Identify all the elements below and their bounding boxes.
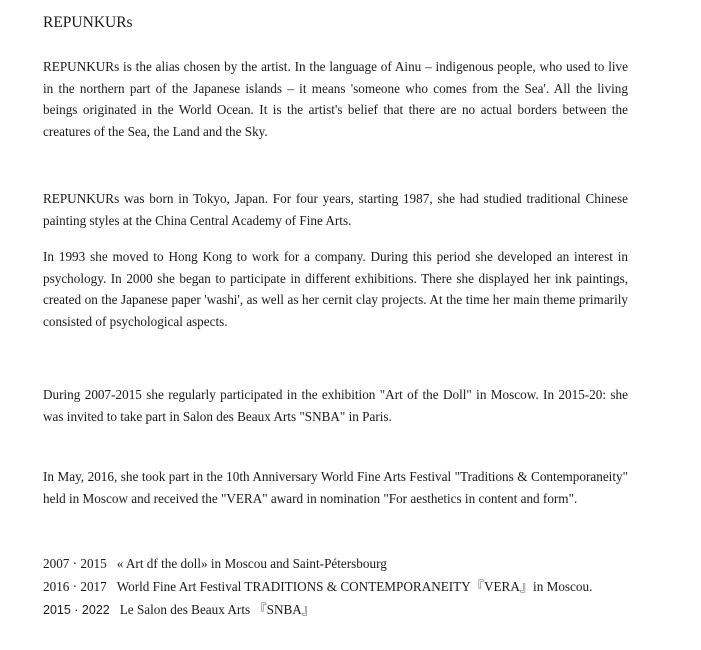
exhibition-text: World Fine Art Festival TRADITIONS & CONTEMPORANEITY『VERA』in Moscou. <box>116 579 593 594</box>
paragraph-hong-kong: In 1993 she moved to Hong Kong to work for a company. During this period she developed an interest in psychology. In 2000 she began to participate in different exhibitions. There she displayed her ink paintings, created on the Japanese paper 'washi', as well as her cernit clay projects. At the time her main theme primarily consisted of psychological aspects. <box>43 249 628 329</box>
exhibition-text: « Art df the doll» in Moscou and Saint-Pétersbourg <box>116 556 387 571</box>
paragraph-birth: REPUNKURs was born in Tokyo, Japan. For four years, starting 1987, she had studied traditional Chinese painting styles at the China Central Academy of Fine Arts. <box>43 191 628 228</box>
paragraph-festival-2016: In May, 2016, she took part in the 10th Anniversary World Fine Arts Festival "Traditions & Contemporaneity" held in Moscow and received the "VERA" award in nomination "For aesthetics in content and form". <box>43 469 628 506</box>
exhibition-row <box>43 598 643 622</box>
paragraph-moscow-doll: During 2007-2015 she regularly participated in the exhibition "Art of the Doll" in Moscow. In 2015-20: she was invited to take part in Salon des Beaux Arts "SNBA" in Paris. <box>43 387 628 424</box>
exhibition-text: Le Salon des Beaux Arts 『SNBA』 <box>119 602 315 617</box>
exhibition-row <box>43 575 633 598</box>
paragraph-alias: REPUNKURs is the alias chosen by the artist. In the language of Ainu – indigenous people, who used to live in the northern part of the Japanese islands – it means 'someone who comes from the Sea'. All the living beings originated in the World Ocean. It is the artist's belief that there are no actual borders between the creatures of the Sea, the Land and the Sky. <box>43 59 628 139</box>
exhibition-years: 2015 · 2022 <box>43 603 110 617</box>
exhibition-list <box>43 552 643 622</box>
exhibition-years: 2016 · 2017 <box>43 579 107 594</box>
exhibition-row <box>43 552 643 575</box>
document-title: REPUNKURs <box>43 14 133 31</box>
exhibition-years: 2007 · 2015 <box>43 556 107 571</box>
